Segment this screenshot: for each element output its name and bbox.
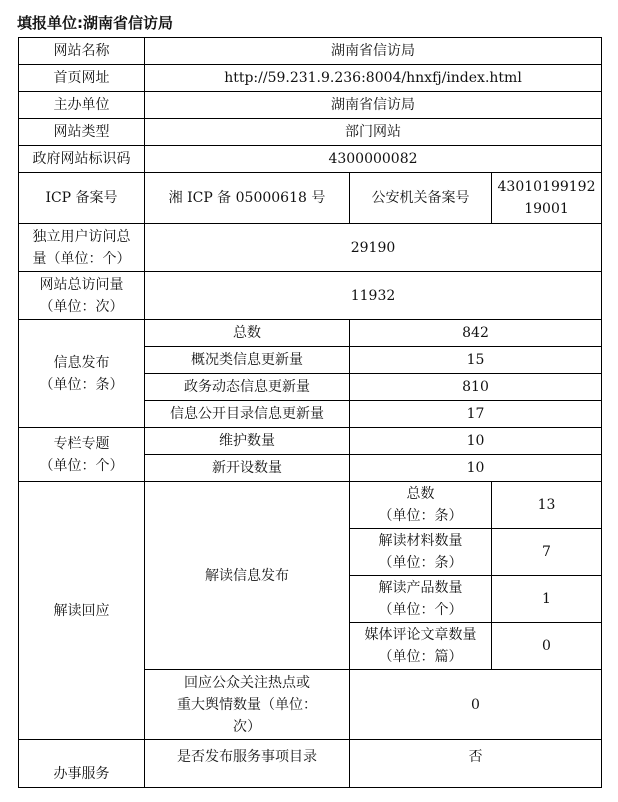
column-item-value: 10	[350, 428, 602, 455]
label-sponsor: 主办单位	[19, 92, 145, 119]
interp-item-value: 13	[492, 482, 602, 529]
row-total-visits	[19, 272, 602, 320]
label-site-type: 网站类型	[19, 119, 145, 146]
info-release-item-label: 政务动态信息更新量	[145, 374, 350, 401]
value-unique-visitors: 29190	[145, 224, 602, 272]
label-info-release: 信息发布 （单位：条）	[19, 320, 145, 428]
interp-item-value: 1	[492, 576, 602, 623]
value-icp: 湘 ICP 备 05000618 号	[145, 173, 350, 224]
label-total-visits: 网站总访问量 （单位：次）	[19, 272, 145, 320]
value-total-visits: 11932	[145, 272, 602, 320]
info-release-item-value: 810	[350, 374, 602, 401]
interp-item-label: 总数 （单位：条）	[350, 482, 492, 529]
column-item-label: 维护数量	[145, 428, 350, 455]
row-interp-total	[19, 482, 602, 529]
label-public-response: 回应公众关注热点或 重大舆情数量（单位： 次）	[145, 670, 350, 740]
info-release-item-label: 信息公开目录信息更新量	[145, 401, 350, 428]
label-police-record: 公安机关备案号	[350, 173, 492, 224]
label-homepage: 首页网址	[19, 65, 145, 92]
info-release-item-value: 15	[350, 347, 602, 374]
row-gov-id	[19, 146, 602, 173]
value-site-name: 湖南省信访局	[145, 38, 602, 65]
info-release-item-label: 概况类信息更新量	[145, 347, 350, 374]
value-public-response: 0	[350, 670, 602, 740]
row-info-release-total	[19, 320, 602, 347]
row-unique-visitors	[19, 224, 602, 272]
interp-item-label: 解读材料数量 （单位：条）	[350, 529, 492, 576]
label-site-name: 网站名称	[19, 38, 145, 65]
value-homepage-url: http://59.231.9.236:8004/hnxfj/index.html	[145, 65, 602, 92]
info-release-item-value: 17	[350, 401, 602, 428]
info-release-item-label: 总数	[145, 320, 350, 347]
row-service	[19, 740, 602, 788]
row-site-name	[19, 38, 602, 65]
row-icp	[19, 173, 602, 224]
row-homepage	[19, 65, 602, 92]
row-site-type	[19, 119, 602, 146]
interp-item-label: 媒体评论文章数量 （单位：篇）	[350, 623, 492, 670]
column-item-label: 新开设数量	[145, 455, 350, 482]
value-site-type: 部门网站	[145, 119, 602, 146]
interp-item-label: 解读产品数量 （单位：个）	[350, 576, 492, 623]
label-interp-release: 解读信息发布	[145, 482, 350, 670]
label-interpretation: 解读回应	[19, 482, 145, 740]
label-icp: ICP 备案号	[19, 173, 145, 224]
value-police-record: 43010199192 19001	[492, 173, 602, 224]
value-sponsor: 湖南省信访局	[145, 92, 602, 119]
interp-item-value: 0	[492, 623, 602, 670]
value-gov-id: 4300000082	[145, 146, 602, 173]
column-item-value: 10	[350, 455, 602, 482]
website-annual-report-table	[18, 37, 602, 788]
interp-item-value: 7	[492, 529, 602, 576]
label-gov-id: 政府网站标识码	[19, 146, 145, 173]
info-release-item-value: 842	[350, 320, 602, 347]
row-column-maintained	[19, 428, 602, 455]
row-sponsor	[19, 92, 602, 119]
label-service: 办事服务	[19, 740, 145, 788]
reporting-unit-heading: 填报单位:湖南省信访局	[17, 14, 173, 32]
label-column-topics: 专栏专题 （单位：个）	[19, 428, 145, 482]
label-unique-visitors: 独立用户访问总 量（单位：个）	[19, 224, 145, 272]
label-service-catalog: 是否发布服务事项目录	[145, 740, 350, 788]
value-service-catalog: 否	[350, 740, 602, 788]
